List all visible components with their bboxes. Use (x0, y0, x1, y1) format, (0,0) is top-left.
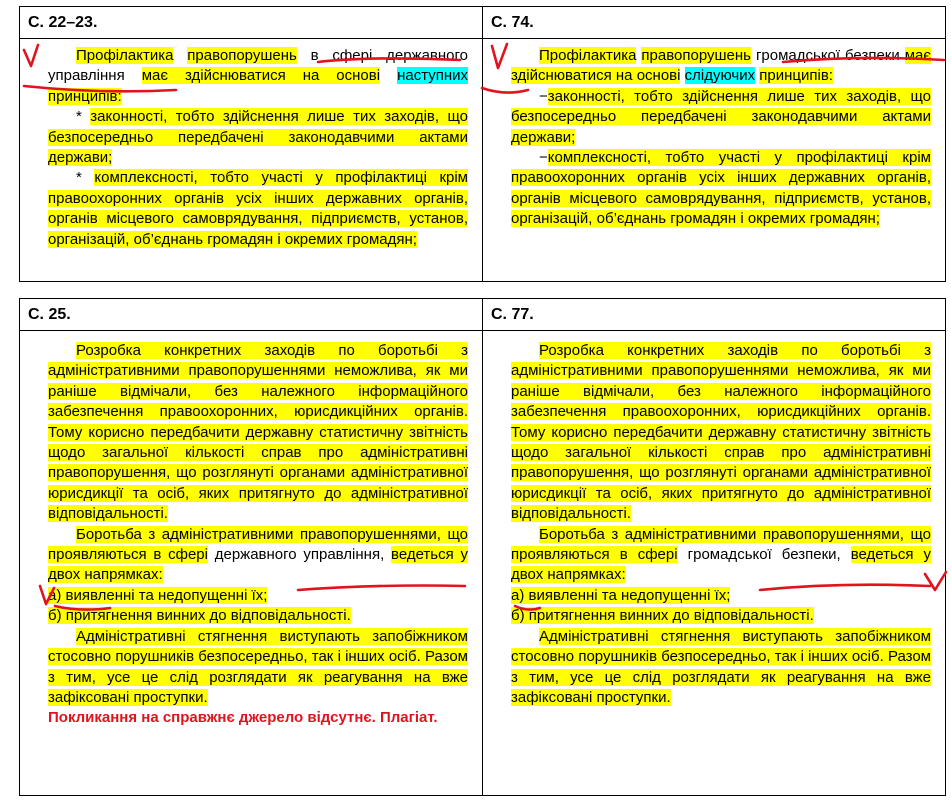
bullet-mark: * (76, 169, 82, 187)
paragraph: а) виявленні та недопущенні їх; (511, 586, 731, 604)
ref-cell-left (20, 299, 483, 331)
page-ref-left: С. 22–23. (28, 14, 98, 31)
list-item: −комплексності, тобто участі у профілактиці крім правоохоронних органів усіх інших державних органів, органів місцевого самоврядування, підприємств, установ, організацій, об’єднань громадян і окремих громадян; (511, 149, 931, 228)
ref-cell-left (20, 7, 483, 39)
paragraph: Адміністративні стягнення виступають запобіжником стосовно порушників безпосередньо, так і інших осіб. Разом з тим, усе це слід розглядати як реагування на вже зафіксовані проступки. (48, 627, 468, 706)
bullet-mark: − (539, 87, 548, 105)
replaced-word: наступних (397, 67, 469, 85)
text-cell-left (20, 39, 483, 282)
paragraph: Профілактика правопорушень громадської безпеки має здійснюватися на основі слідуючих принципів: (511, 47, 931, 85)
ref-cell-right (483, 299, 946, 331)
paragraph: Боротьба з адміністративними правопорушеннями, що проявляються в сфері державного управління, ведеться у двох напрямках: (48, 525, 468, 584)
replaced-phrase: громадської безпеки (687, 546, 837, 564)
replaced-phrase: громадської безпеки (755, 47, 900, 64)
page-ref-right: С. 74. (491, 14, 534, 31)
paragraph: Розробка конкретних заходів по боротьбі з адміністративними правопорушеннями неможлива, як ми раніше відмічали, без належного інформаційного забезпечення правоохоронних, юрисдикційних органів. Тому корисно передбачити державну статистичну звітність щодо загальної кількості справ про адміністративні правопорушення, що розглянуті органами адміністративної юрисдикції та осіб, яких притягнуто до адміністративної відповідальності. (48, 342, 468, 523)
page-ref-right: С. 77. (491, 306, 534, 323)
paragraph: б) притягнення винних до відповідальності. (48, 607, 351, 625)
comparison-table-bottom (19, 298, 946, 796)
page-ref-left: С. 25. (28, 306, 71, 323)
replaced-word: слідуючих (684, 67, 756, 85)
paragraph: Профілактика правопорушень в сфері державного управління має здійснюватися на основі наступних принципів: (48, 47, 469, 105)
paragraph: Адміністративні стягнення виступають запобіжником стосовно порушників безпосередньо, так і інших осіб. Разом з тим, усе це слід розглядати як реагування на вже зафіксовані проступки. (511, 627, 931, 706)
text-cell-right (483, 39, 946, 282)
replaced-phrase: в сфері державного управління (48, 47, 468, 85)
list-item: * комплексності, тобто участі у профілактиці крім правоохоронних органів усіх інших державних органів, органів місцевого самоврядування, підприємств, установ, організацій, об’єднань громадян і окремих громадян; (48, 169, 468, 248)
paragraph: а) виявленні та недопущенні їх; (48, 586, 268, 604)
text-cell-left (20, 331, 483, 796)
plagiarism-note: Покликання на справжнє джерело відсутнє. Плагіат. (48, 709, 438, 727)
bullet-mark: − (539, 149, 548, 167)
paragraph: Розробка конкретних заходів по боротьбі з адміністративними правопорушеннями неможлива, як ми раніше відмічали, без належного інформаційного забезпечення правоохоронних, юрисдикційних органів. Тому корисно передбачити державну статистичну звітність щодо загальної кількості справ про адміністративні правопорушення, що розглянуті органами адміністративної юрисдикції та осіб, яких притягнуто до адміністративної відповідальності. (511, 342, 931, 523)
paragraph: Боротьба з адміністративними правопорушеннями, що проявляються в сфері громадської безпеки, ведеться у двох напрямках: (511, 525, 931, 584)
text-cell-right (483, 331, 946, 796)
replaced-phrase: державного управління (214, 546, 381, 564)
comparison-table-top (19, 6, 946, 282)
bullet-mark: * (76, 108, 82, 126)
paragraph: б) притягнення винних до відповідальності. (511, 607, 814, 625)
list-item: * законності, тобто здійснення лише тих заходів, що безпосередньо передбачені законодавчими актами держави; (48, 108, 468, 167)
list-item: −законності, тобто здійснення лише тих заходів, що безпосередньо передбачені законодавчими актами держави; (511, 87, 931, 146)
ref-cell-right (483, 7, 946, 39)
